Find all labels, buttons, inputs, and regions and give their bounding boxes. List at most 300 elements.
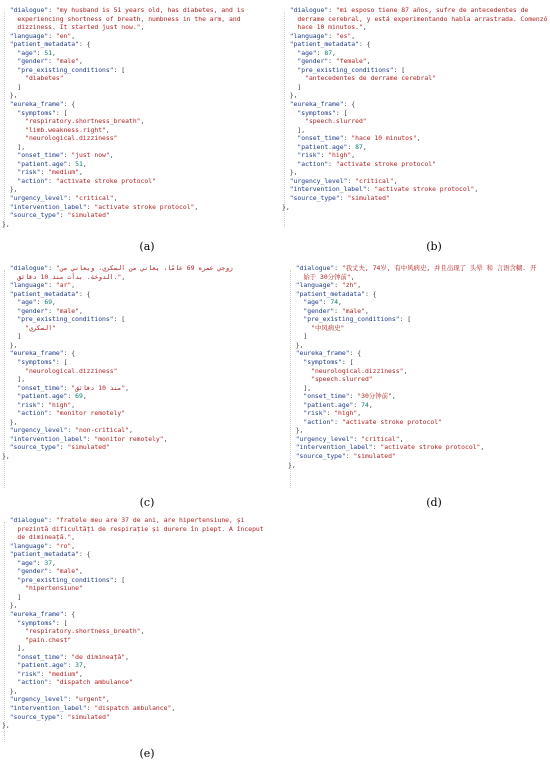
code-line: [2, 168, 83, 176]
json-punctuation-token: },: [2, 686, 18, 695]
json-key-token: "patient_metadata": [9, 289, 79, 298]
json-key-token: "gender": [303, 306, 335, 315]
code-line: [2, 109, 67, 117]
json-key-token: "gender": [297, 57, 329, 66]
json-punctuation-token: ]: [282, 82, 302, 91]
code-line: [2, 298, 56, 306]
json-string-token: "fratele meu are 37 de ani, are hipertensiune, și: [55, 516, 245, 524]
json-punctuation-token: :: [48, 409, 56, 418]
json-key-token: "action": [297, 159, 329, 168]
json-punctuation-token: [288, 281, 296, 289]
json-punctuation-token: [288, 290, 296, 298]
json-string-token: "simulated": [67, 443, 110, 452]
json-punctuation-token: [2, 367, 25, 375]
code-line: [2, 349, 75, 357]
json-key-token: "risk": [303, 409, 327, 418]
code-line: [288, 324, 344, 332]
json-punctuation-token: :: [36, 48, 45, 57]
json-punctuation-token: },: [2, 219, 10, 228]
json-punctuation-token: [2, 349, 10, 357]
json-punctuation-token: ,: [171, 704, 176, 713]
code-line: [2, 704, 175, 712]
json-punctuation-token: [2, 126, 25, 134]
json-punctuation-token: [2, 211, 10, 219]
code-line: [2, 636, 71, 644]
json-string-token: "male": [55, 567, 79, 576]
json-punctuation-token: :: [48, 31, 56, 40]
json-punctuation-token: ,: [391, 392, 396, 401]
json-key-token: "action": [17, 176, 49, 185]
json-punctuation-token: ,: [121, 272, 126, 281]
json-punctuation-token: [2, 151, 17, 159]
json-punctuation-token: [282, 40, 290, 48]
json-punctuation-token: : {: [349, 349, 362, 358]
json-string-token: experiencing shortness of breath, numbness in the arm, and: [2, 14, 241, 23]
json-key-token: "age": [17, 48, 37, 57]
json-string-token: "simulated": [67, 211, 110, 220]
json-key-token: "patient.age": [17, 159, 68, 168]
json-string-token: "dispatch ambulance": [94, 704, 172, 713]
json-punctuation-token: :: [334, 417, 342, 426]
json-punctuation-token: :: [345, 452, 354, 461]
json-punctuation-token: [2, 109, 17, 117]
code-line: [2, 203, 198, 211]
json-string-token: dizziness. It started just now.": [2, 23, 141, 32]
json-punctuation-token: ,: [78, 168, 83, 177]
code-line: [2, 273, 125, 281]
json-string-token: "medium": [48, 168, 79, 177]
json-punctuation-token: ,: [332, 48, 336, 57]
json-string-token: "critical": [361, 434, 400, 443]
json-punctuation-token: :: [372, 443, 381, 452]
json-number-token: 51: [75, 159, 83, 168]
json-punctuation-token: ,: [52, 298, 56, 307]
json-punctuation-token: [288, 349, 296, 357]
json-key-token: "language": [289, 31, 329, 40]
json-key-token: "patient_metadata": [295, 289, 365, 298]
code-line: [2, 559, 56, 567]
json-punctuation-token: [282, 185, 290, 193]
json-punctuation-token: [2, 409, 17, 417]
code-line: [2, 619, 67, 627]
json-punctuation-token: : [: [113, 65, 126, 74]
json-punctuation-token: ]: [2, 82, 22, 91]
code-line: [288, 452, 396, 460]
json-punctuation-token: [2, 264, 10, 272]
panel-c-caption: (c): [139, 496, 155, 509]
code-line: [2, 143, 25, 151]
json-punctuation-token: },: [2, 601, 18, 610]
json-key-token: "intervention_label": [9, 434, 87, 443]
json-key-token: "age": [17, 298, 37, 307]
json-key-token: "language": [9, 281, 49, 290]
json-string-token: "en": [55, 31, 72, 40]
json-punctuation-token: [2, 307, 17, 315]
code-line: [2, 49, 56, 57]
json-punctuation-token: ,: [52, 558, 56, 567]
code-line: [288, 341, 303, 349]
json-punctuation-token: :: [63, 652, 72, 661]
json-string-token: "السكري": [25, 323, 56, 332]
json-key-token: "intervention_label": [9, 704, 87, 713]
json-number-token: 74: [361, 400, 369, 409]
json-key-token: "onset_time": [17, 652, 64, 661]
json-punctuation-token: ,: [399, 434, 404, 443]
json-key-token: "dialogue": [9, 264, 49, 272]
json-punctuation-token: : [: [393, 65, 406, 74]
code-line: [288, 358, 353, 366]
json-key-token: "intervention_label": [295, 443, 373, 452]
json-string-token: "diabetes": [25, 74, 64, 83]
json-string-token: "30分钟前": [357, 392, 392, 401]
json-punctuation-token: :: [36, 558, 45, 567]
json-string-token: "hace 10 minutos": [351, 134, 417, 143]
json-punctuation-token: [288, 375, 311, 383]
json-punctuation-token: [288, 409, 303, 417]
json-punctuation-token: [2, 713, 10, 721]
json-punctuation-token: :: [316, 48, 325, 57]
code-line: [288, 273, 355, 281]
json-key-token: "patient.age": [17, 661, 68, 670]
json-string-token: "medium": [48, 669, 79, 678]
json-punctuation-token: [2, 290, 10, 298]
json-punctuation-token: [282, 117, 305, 125]
json-key-token: "gender": [17, 567, 49, 576]
json-string-token: "male": [341, 306, 365, 315]
json-punctuation-token: ,: [140, 23, 145, 32]
json-punctuation-token: [2, 661, 17, 669]
json-punctuation-token: ],: [2, 644, 26, 653]
json-punctuation-token: [2, 443, 10, 451]
code-line: [282, 203, 290, 211]
json-punctuation-token: [282, 100, 290, 108]
code-line: [2, 452, 10, 460]
code-line: [2, 32, 75, 40]
json-key-token: "eureka_frame": [295, 349, 350, 358]
json-punctuation-token: ],: [282, 125, 306, 134]
panel-e: [2, 516, 272, 730]
json-punctuation-token: ,: [125, 383, 130, 392]
json-key-token: "urgency_level": [295, 434, 354, 443]
json-punctuation-token: [2, 74, 25, 82]
code-line: [288, 409, 361, 417]
code-line: [2, 185, 17, 193]
json-punctuation-token: [288, 315, 303, 323]
json-string-token: "activate stroke protocol": [55, 176, 156, 185]
json-string-token: "activate stroke protocol": [374, 185, 475, 194]
json-string-token: "high": [334, 409, 358, 418]
json-punctuation-token: :: [48, 516, 56, 524]
json-punctuation-token: :: [322, 298, 331, 307]
json-key-token: "eureka_frame": [9, 100, 64, 109]
panel-b-caption: (b): [426, 240, 442, 253]
json-key-token: "risk": [17, 669, 41, 678]
json-string-token: 始于 30分钟前": [288, 272, 351, 281]
json-punctuation-token: :: [353, 434, 362, 443]
code-line: [288, 392, 396, 400]
json-key-token: "action": [303, 417, 335, 426]
json-number-token: 74: [330, 298, 339, 307]
json-punctuation-token: [282, 134, 297, 142]
json-punctuation-token: :: [40, 669, 49, 678]
code-line: [2, 670, 83, 678]
json-punctuation-token: :: [63, 383, 72, 392]
json-key-token: "symptoms": [303, 358, 342, 367]
json-punctuation-token: [2, 426, 10, 434]
json-punctuation-token: ,: [78, 306, 83, 315]
code-line: [288, 264, 536, 272]
code-line: [2, 375, 25, 383]
json-punctuation-token: :: [86, 434, 95, 443]
json-key-token: "action": [17, 678, 49, 687]
json-punctuation-token: ,: [78, 669, 83, 678]
json-punctuation-token: [2, 6, 10, 14]
json-string-token: de dimineață.": [2, 533, 72, 542]
json-punctuation-token: [2, 392, 17, 400]
json-punctuation-token: [2, 516, 10, 524]
json-number-token: 37: [44, 558, 53, 567]
json-punctuation-token: :: [63, 151, 72, 160]
code-line: [2, 307, 83, 315]
json-punctuation-token: ],: [2, 375, 26, 384]
code-line: [282, 177, 397, 185]
json-string-token: "male": [55, 306, 79, 315]
json-punctuation-token: : [: [55, 108, 68, 117]
code-line: [288, 298, 342, 306]
json-key-token: "pre_existing_conditions": [17, 65, 114, 74]
json-key-token: "pre_existing_conditions": [17, 575, 114, 584]
panel-c-json-code: [2, 264, 272, 461]
json-punctuation-token: ]: [288, 332, 308, 341]
json-punctuation-token: : {: [343, 100, 356, 109]
json-key-token: "source_type": [9, 211, 60, 220]
json-punctuation-token: [282, 32, 290, 40]
code-line: [2, 713, 110, 721]
json-punctuation-token: :: [67, 159, 76, 168]
code-line: [2, 6, 244, 14]
json-key-token: "patient.age": [17, 392, 68, 401]
json-punctuation-token: [2, 358, 17, 366]
json-punctuation-token: ,: [52, 48, 56, 57]
json-string-token: "my husband is 51 years old, has diabetes, and is: [55, 6, 245, 14]
json-punctuation-token: : [: [335, 108, 348, 117]
code-line: [2, 644, 25, 652]
code-line: [2, 593, 21, 601]
json-key-token: "symptoms": [17, 358, 56, 367]
json-string-token: "simulated": [353, 452, 396, 461]
json-punctuation-token: [2, 636, 25, 644]
json-string-token: "respiratory.shortness_breath": [25, 117, 141, 126]
json-punctuation-token: :: [48, 281, 56, 290]
code-line: [2, 409, 125, 417]
json-key-token: "onset_time": [17, 383, 64, 392]
code-line: [2, 525, 264, 533]
code-line: [282, 49, 336, 57]
json-string-token: "male": [55, 57, 79, 66]
json-punctuation-token: :: [328, 6, 336, 14]
code-line: [288, 426, 303, 434]
json-string-token: "pain.chest": [25, 635, 72, 644]
json-punctuation-token: [2, 670, 17, 678]
json-punctuation-token: [2, 168, 17, 176]
json-punctuation-token: [2, 567, 17, 575]
json-key-token: "patient_metadata": [289, 40, 359, 49]
json-punctuation-token: [288, 392, 303, 400]
json-punctuation-token: :: [334, 281, 342, 290]
code-line: [2, 678, 133, 686]
json-punctuation-token: ,: [362, 142, 367, 151]
json-string-token: الدوخة. بدأت منذ 10 دقائق.": [2, 272, 122, 281]
json-key-token: "risk": [297, 151, 321, 160]
json-key-token: "action": [17, 409, 49, 418]
json-string-token: "activate stroke protocol": [341, 417, 442, 426]
json-punctuation-token: :: [328, 31, 336, 40]
code-line: [2, 426, 133, 434]
code-line: [2, 211, 110, 219]
panel-e-json-code: [2, 516, 272, 730]
json-key-token: "language": [9, 541, 49, 550]
code-line: [2, 83, 21, 91]
json-string-token: "monitor remotely": [55, 409, 126, 418]
json-string-token: "high": [328, 151, 352, 160]
code-line: [2, 100, 75, 108]
json-punctuation-token: [282, 66, 297, 74]
json-number-token: 69: [75, 392, 83, 401]
json-punctuation-token: ,: [125, 652, 129, 661]
json-punctuation-token: :: [48, 264, 56, 272]
code-line: [288, 332, 307, 340]
json-punctuation-token: :: [67, 695, 76, 704]
code-line: [2, 542, 75, 550]
code-line: [2, 57, 83, 65]
json-punctuation-token: : {: [78, 550, 91, 559]
code-line: [2, 721, 10, 729]
json-string-token: "mi esposo tiene 87 años, sufre de antecedentes de: [335, 6, 529, 14]
code-line: [282, 32, 355, 40]
code-line: [2, 601, 17, 609]
json-punctuation-token: :: [48, 57, 56, 66]
json-key-token: "language": [9, 31, 49, 40]
json-string-token: "زوجي عمره 69 عامًا، يعاني من السكري، ويعاني من: [55, 264, 233, 272]
panel-b: [282, 6, 550, 211]
json-punctuation-token: ,: [71, 31, 76, 40]
json-punctuation-token: [2, 550, 10, 558]
json-punctuation-token: :: [48, 541, 56, 550]
json-punctuation-token: ,: [194, 202, 199, 211]
json-punctuation-token: [288, 401, 303, 409]
json-punctuation-token: },: [288, 340, 304, 349]
json-punctuation-token: },: [2, 452, 10, 461]
json-key-token: "onset_time": [17, 151, 64, 160]
panel-d-caption: (d): [426, 496, 442, 509]
json-punctuation-token: ,: [78, 57, 83, 66]
code-line: [282, 109, 347, 117]
json-punctuation-token: ,: [350, 272, 355, 281]
json-string-token: "dispatch ambulance": [55, 678, 133, 687]
code-line: [2, 23, 144, 31]
json-string-token: "منذ 10 دقائق": [71, 383, 126, 392]
json-string-token: "monitor remotely": [94, 434, 164, 443]
json-punctuation-token: :: [86, 704, 95, 713]
json-punctuation-token: },: [2, 91, 18, 100]
json-punctuation-token: [2, 576, 17, 584]
code-line: [2, 384, 129, 392]
code-line: [2, 533, 75, 541]
code-line: [2, 367, 117, 375]
json-punctuation-token: [288, 298, 303, 306]
code-line: [2, 151, 114, 159]
code-line: [282, 117, 367, 125]
code-line: [282, 91, 297, 99]
panel-a-json-code: [2, 6, 272, 228]
panel-c: [2, 264, 272, 461]
json-punctuation-token: [282, 177, 290, 185]
json-string-token: prezintă dificultăți de respirație și durere în piept. A început: [2, 524, 264, 533]
json-key-token: "source_type": [9, 712, 60, 721]
json-punctuation-token: ,: [82, 661, 87, 670]
code-line: [2, 15, 241, 23]
json-punctuation-token: [282, 160, 297, 168]
json-punctuation-token: :: [334, 306, 342, 315]
json-string-token: "es": [335, 31, 352, 40]
json-string-token: "just now": [71, 151, 110, 160]
code-line: [288, 367, 407, 375]
json-punctuation-token: ]: [2, 592, 22, 601]
json-key-token: "gender": [17, 306, 49, 315]
code-line: [288, 375, 373, 383]
json-key-token: "language": [295, 281, 335, 290]
json-key-token: "dialogue": [295, 264, 335, 272]
json-key-token: "source_type": [295, 452, 346, 461]
json-punctuation-token: ,: [71, 533, 76, 542]
code-line: [282, 151, 355, 159]
json-string-token: "simulated": [67, 712, 110, 721]
code-line: [2, 443, 110, 451]
json-string-token: "speech.slurred": [305, 117, 367, 126]
json-punctuation-token: ,: [71, 400, 76, 409]
json-string-token: "neurological.dizziness": [311, 366, 404, 375]
json-punctuation-token: [2, 324, 25, 332]
json-key-token: "symptoms": [17, 618, 56, 627]
json-punctuation-token: [2, 695, 10, 703]
json-punctuation-token: [2, 384, 17, 392]
json-punctuation-token: [2, 610, 10, 618]
json-punctuation-token: [2, 281, 10, 289]
json-punctuation-token: ,: [78, 567, 83, 576]
json-punctuation-token: },: [2, 340, 18, 349]
json-key-token: "dialogue": [9, 516, 49, 524]
code-line: [282, 126, 305, 134]
json-punctuation-token: ,: [113, 194, 118, 203]
code-line: [282, 15, 547, 23]
json-punctuation-token: [2, 315, 17, 323]
code-line: [2, 281, 75, 289]
code-line: [2, 91, 17, 99]
json-punctuation-token: :: [339, 194, 348, 203]
code-line: [2, 392, 87, 400]
json-punctuation-token: [288, 367, 311, 375]
json-key-token: "urgency_level": [289, 176, 348, 185]
json-string-token: "critical": [75, 194, 114, 203]
code-line: [2, 290, 91, 298]
json-key-token: "onset_time": [303, 392, 350, 401]
json-punctuation-token: [2, 177, 17, 185]
json-punctuation-token: ,: [140, 627, 145, 636]
code-line: [288, 315, 411, 323]
json-key-token: "risk": [17, 400, 41, 409]
json-key-token: "urgency_level": [9, 695, 68, 704]
code-line: [288, 290, 377, 298]
